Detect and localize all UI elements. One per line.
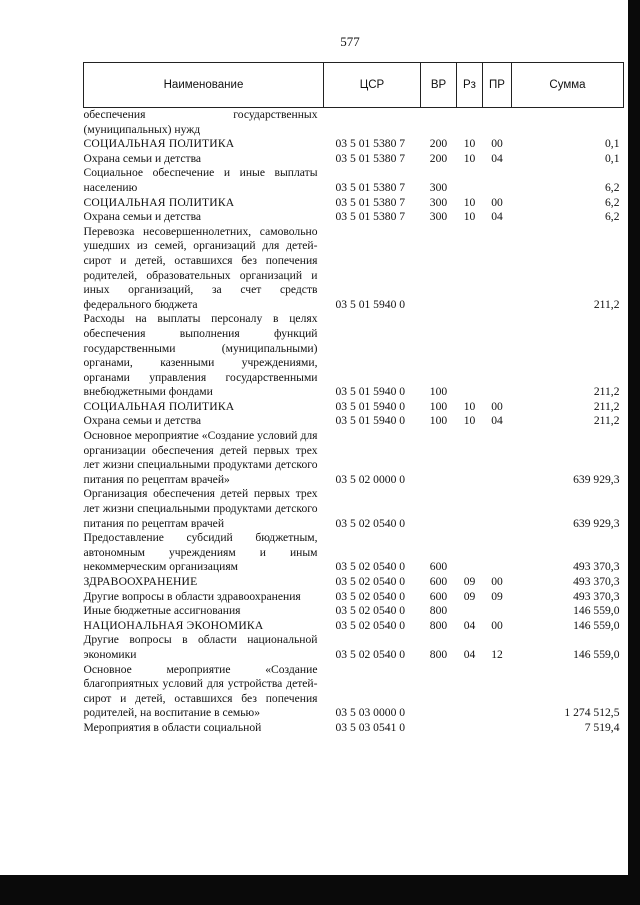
row-rz xyxy=(457,531,483,575)
row-name: Мероприятия в области социальной xyxy=(83,720,262,734)
row-vr: 800 xyxy=(429,647,448,661)
row-csr: 03 5 01 5940 0 xyxy=(335,399,406,413)
table-row xyxy=(84,166,624,195)
row-vr xyxy=(421,487,457,531)
header-csr: ЦСР xyxy=(324,63,421,108)
row-name: Другие вопросы в области национальной экономики xyxy=(83,633,318,661)
budget-table xyxy=(83,62,624,736)
table-row xyxy=(84,196,624,211)
table-row xyxy=(84,414,624,429)
row-pr xyxy=(483,312,512,400)
row-csr: 03 5 03 0000 0 xyxy=(335,706,406,720)
row-sum xyxy=(512,108,624,138)
row-name: Организация обеспечения детей первых трех лет жизни специальными продуктами детского питания по рецептам врачей xyxy=(83,487,318,530)
budget-table-wrapper xyxy=(83,62,623,736)
row-pr xyxy=(483,604,512,619)
row-sum: 6,2 xyxy=(605,195,620,209)
row-vr: 300 xyxy=(429,210,448,224)
row-sum: 211,2 xyxy=(593,399,620,413)
row-sum: 211,2 xyxy=(593,385,620,399)
row-pr: 00 xyxy=(491,575,503,588)
row-vr: 200 xyxy=(429,137,448,151)
row-sum: 6,2 xyxy=(605,180,620,194)
row-rz: 04 xyxy=(463,618,476,632)
row-sum: 493 370,3 xyxy=(573,560,620,574)
row-vr: 600 xyxy=(429,589,448,603)
row-sum: 211,2 xyxy=(593,414,620,428)
row-pr xyxy=(483,531,512,575)
row-name: Другие вопросы в области здравоохранения xyxy=(83,589,301,603)
row-vr xyxy=(421,663,457,721)
table-row xyxy=(84,604,624,619)
row-rz xyxy=(457,487,483,531)
row-rz xyxy=(457,663,483,721)
row-csr: 03 5 02 0540 0 xyxy=(335,516,406,530)
header-rz: Рз xyxy=(457,63,483,108)
row-sum: 146 559,0 xyxy=(573,618,620,632)
row-sum: 0,1 xyxy=(605,151,620,165)
row-csr: 03 5 02 0540 0 xyxy=(335,618,406,632)
row-sum: 639 929,3 xyxy=(573,472,620,486)
row-vr: 100 xyxy=(429,399,448,413)
row-rz: 10 xyxy=(463,195,476,209)
row-sum: 211,2 xyxy=(593,297,620,311)
row-rz: 10 xyxy=(463,137,476,151)
row-pr xyxy=(483,429,512,487)
row-name: Расходы на выплаты персоналу в целях обеспечения выполнения функций государственными (муниципальными) органами, казенными учреждениями, органами управления государственными внебюджетными фондами xyxy=(83,312,318,399)
table-row xyxy=(84,429,624,487)
row-rz xyxy=(457,108,483,138)
row-name: СОЦИАЛЬНАЯ ПОЛИТИКА xyxy=(83,399,235,413)
row-pr xyxy=(483,663,512,721)
table-row xyxy=(84,312,624,400)
row-vr: 300 xyxy=(429,195,448,209)
row-pr: 00 xyxy=(491,618,503,632)
row-csr: 03 5 02 0540 0 xyxy=(335,647,406,661)
row-rz: 10 xyxy=(463,414,476,428)
table-row xyxy=(84,225,624,313)
table-row xyxy=(84,137,624,152)
header-pr: ПР xyxy=(483,63,512,108)
row-sum: 146 559,0 xyxy=(573,647,620,661)
row-csr: 03 5 01 5380 7 xyxy=(335,195,406,209)
row-vr xyxy=(421,225,457,313)
page-number: 577 xyxy=(340,34,360,49)
row-vr: 300 xyxy=(429,180,448,194)
table-row xyxy=(84,619,624,634)
row-vr: 800 xyxy=(429,618,448,632)
table-row xyxy=(84,210,624,225)
row-pr: 00 xyxy=(491,195,503,209)
row-name: Иные бюджетные ассигнования xyxy=(83,604,241,618)
row-csr: 03 5 01 5940 0 xyxy=(335,385,406,399)
row-name: Основное мероприятие «Создание благоприятных условий для устройства детей-сирот и детей, оставшихся без попечения родителей, на воспитание в семью» xyxy=(83,662,318,720)
row-sum: 639 929,3 xyxy=(573,516,620,530)
row-csr: 03 5 02 0540 0 xyxy=(335,575,406,588)
row-name: Социальное обеспечение и иные выплаты населению xyxy=(83,166,318,194)
table-row xyxy=(84,721,624,736)
row-vr: 600 xyxy=(429,560,448,574)
row-pr xyxy=(483,108,512,138)
row-pr xyxy=(483,166,512,195)
row-name: НАЦИОНАЛЬНАЯ ЭКОНОМИКА xyxy=(83,618,264,632)
row-csr: 03 5 02 0540 0 xyxy=(335,604,406,618)
table-row xyxy=(84,400,624,415)
table-row xyxy=(84,487,624,531)
table-row xyxy=(84,108,624,138)
row-name: Охрана семьи и детства xyxy=(83,210,202,224)
table-row xyxy=(84,590,624,605)
row-sum: 6,2 xyxy=(605,210,620,224)
row-sum: 0,1 xyxy=(605,137,620,151)
row-pr: 12 xyxy=(491,647,503,661)
row-rz: 09 xyxy=(463,589,476,603)
row-rz: 10 xyxy=(463,210,476,224)
row-rz xyxy=(457,721,483,736)
row-name: СОЦИАЛЬНАЯ ПОЛИТИКА xyxy=(83,195,235,209)
row-rz: 10 xyxy=(463,151,476,165)
row-name: ЗДРАВООХРАНЕНИЕ xyxy=(83,575,198,588)
row-pr xyxy=(483,721,512,736)
table-row xyxy=(84,152,624,167)
row-vr: 600 xyxy=(429,575,448,588)
row-name: обеспечения государственных (муниципальных) нужд xyxy=(83,108,318,136)
row-csr: 03 5 02 0000 0 xyxy=(335,472,406,486)
row-csr: 03 5 03 0541 0 xyxy=(335,720,406,734)
row-csr: 03 5 01 5380 7 xyxy=(335,210,406,224)
table-row xyxy=(84,633,624,662)
row-pr: 00 xyxy=(491,137,503,151)
table-row xyxy=(84,531,624,575)
row-name: Предоставление субсидий бюджетным, автономным учреждениям и иным некоммерческим организациям xyxy=(83,531,318,574)
row-pr: 04 xyxy=(491,210,503,224)
row-vr: 100 xyxy=(429,414,448,428)
row-csr: 03 5 01 5380 7 xyxy=(335,137,406,151)
row-name: Охрана семьи и детства xyxy=(83,414,202,428)
row-pr: 09 xyxy=(491,589,503,603)
row-vr: 100 xyxy=(429,385,448,399)
row-pr: 04 xyxy=(491,151,503,165)
row-vr xyxy=(421,721,457,736)
row-rz: 04 xyxy=(463,647,476,661)
row-name: Охрана семьи и детства xyxy=(83,151,202,165)
row-rz xyxy=(457,312,483,400)
row-pr: 04 xyxy=(491,414,503,428)
scan-edge-right xyxy=(628,0,640,905)
table-row xyxy=(84,575,624,590)
row-vr xyxy=(421,108,457,138)
row-rz: 10 xyxy=(463,399,476,413)
row-name: Основное мероприятие «Создание условий для организации обеспечения детей первых трех лет жизни специальными продуктами детского питания по рецептам врачей» xyxy=(83,429,318,486)
row-pr xyxy=(483,225,512,313)
scan-edge-bottom xyxy=(0,875,640,905)
row-sum: 146 559,0 xyxy=(573,604,620,618)
header-sum: Сумма xyxy=(512,63,624,108)
table-row xyxy=(84,663,624,721)
row-csr: 03 5 01 5380 7 xyxy=(335,151,406,165)
row-pr xyxy=(483,487,512,531)
row-name: Перевозка несовершеннолетних, самовольно ушедших из семей, организаций для детей-сирот и детей, оставшихся без попечения родителей, образовательных организаций и иных организаций, за счет средств федерального бюджета xyxy=(83,224,318,311)
row-vr: 200 xyxy=(429,151,448,165)
row-rz xyxy=(457,429,483,487)
row-rz: 09 xyxy=(463,575,476,588)
row-csr: 03 5 02 0540 0 xyxy=(335,589,406,603)
row-vr: 800 xyxy=(429,604,448,618)
row-rz xyxy=(457,225,483,313)
row-csr: 03 5 01 5940 0 xyxy=(335,414,406,428)
row-sum: 493 370,3 xyxy=(573,589,620,603)
row-csr: 03 5 01 5940 0 xyxy=(335,297,406,311)
row-vr xyxy=(421,429,457,487)
header-vr: ВР xyxy=(421,63,457,108)
row-rz xyxy=(457,604,483,619)
row-sum: 1 274 512,5 xyxy=(564,706,620,720)
row-name: СОЦИАЛЬНАЯ ПОЛИТИКА xyxy=(83,137,235,151)
row-rz xyxy=(457,166,483,195)
table-header-row xyxy=(84,63,624,108)
row-csr xyxy=(324,108,421,138)
row-sum: 7 519,4 xyxy=(584,720,620,734)
row-pr: 00 xyxy=(491,399,503,413)
header-name: Наименование xyxy=(84,63,324,108)
row-csr: 03 5 01 5380 7 xyxy=(335,180,406,194)
row-sum: 493 370,3 xyxy=(573,575,620,588)
row-csr: 03 5 02 0540 0 xyxy=(335,560,406,574)
